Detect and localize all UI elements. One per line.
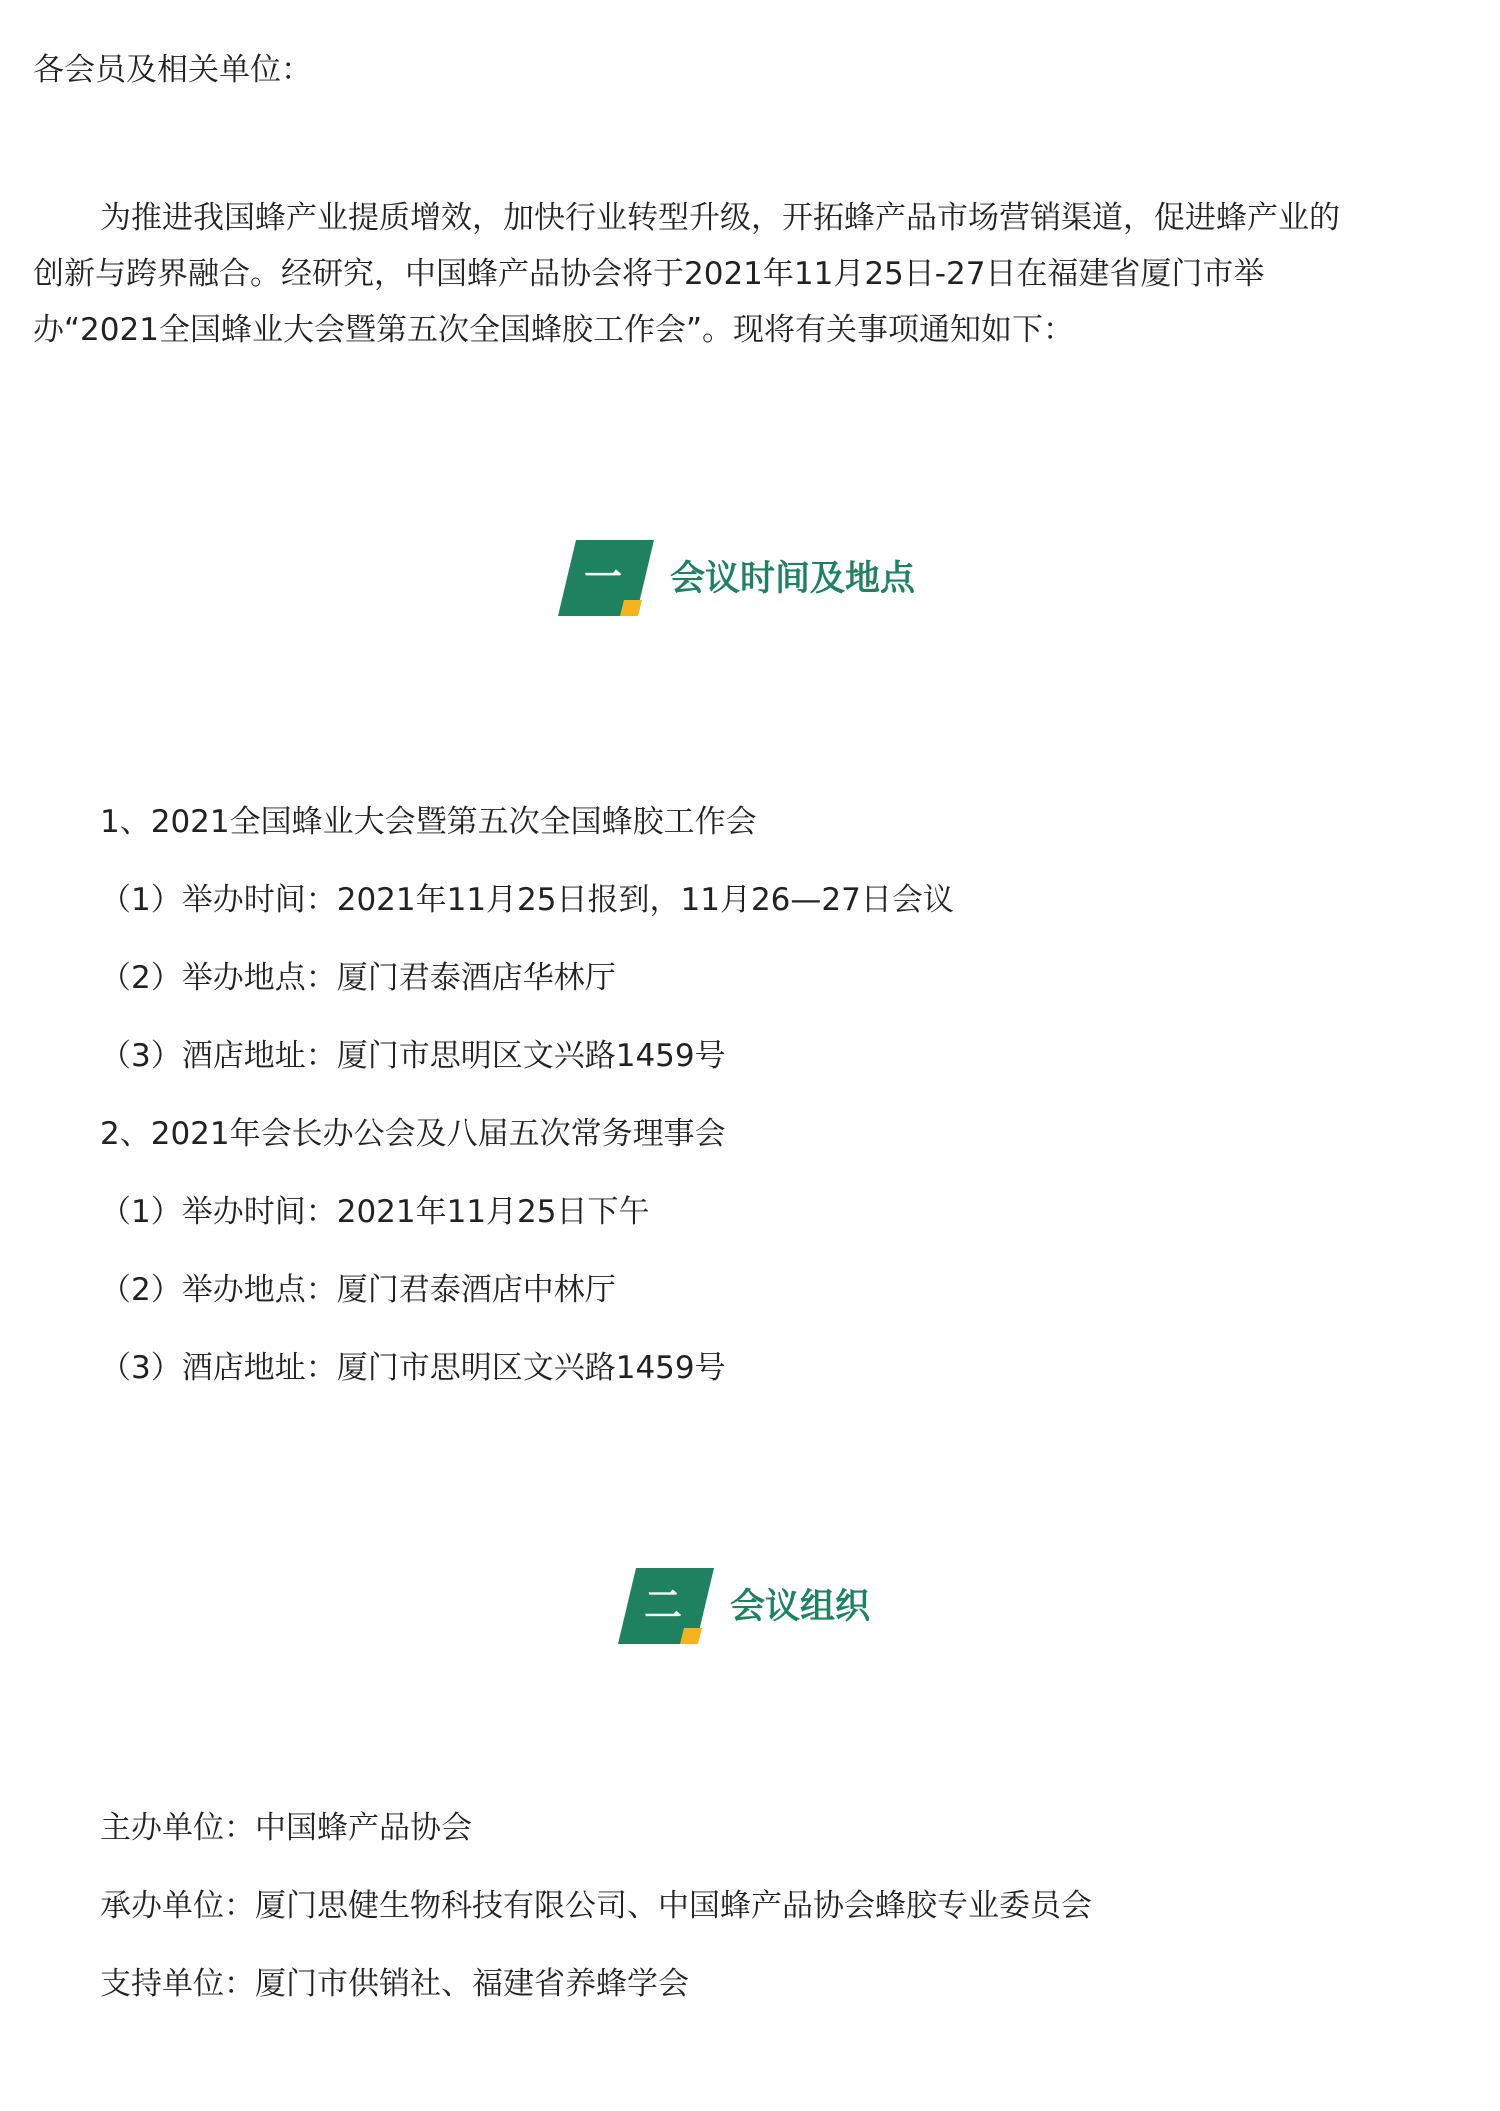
detail-line: （1）举办时间：2021年11月25日报到，11月26—27日会议 (100, 882, 954, 918)
detail-line: （3）酒店地址：厦门市思明区文兴路1459号 (100, 1038, 726, 1074)
section-badge (558, 540, 654, 616)
greeting: 各会员及相关单位： (33, 52, 312, 88)
detail-line: 2、2021年会长办公会及八届五次常务理事会 (100, 1116, 726, 1152)
section-heading-2 (618, 1568, 918, 1648)
organizer-line: 主办单位：中国蜂产品协会 (100, 1810, 472, 1846)
intro-line: 创新与跨界融合。经研究，中国蜂产品协会将于2021年11月25日-27日在福建省厦门市举 (33, 256, 1265, 292)
intro-line: 办“2021全国蜂业大会暨第五次全国蜂胶工作会”。现将有关事项通知如下： (33, 312, 1075, 348)
detail-line: （3）酒店地址：厦门市思明区文兴路1459号 (100, 1350, 726, 1386)
detail-line: （2）举办地点：厦门君泰酒店中林厅 (100, 1272, 616, 1308)
intro-line: 为推进我国蜂产业提质增效，加快行业转型升级，开拓蜂产品市场营销渠道，促进蜂产业的 (100, 200, 1340, 236)
section-title: 会议时间及地点 (670, 559, 916, 599)
detail-line: 1、2021全国蜂业大会暨第五次全国蜂胶工作会 (100, 804, 757, 840)
section-number: 一 (583, 555, 622, 599)
section-number: 二 (643, 1583, 682, 1627)
section-title: 会议组织 (730, 1587, 871, 1627)
section-badge (618, 1568, 714, 1644)
detail-line: （2）举办地点：厦门君泰酒店华林厅 (100, 960, 616, 996)
section-heading-1 (558, 540, 978, 620)
detail-line: （1）举办时间：2021年11月25日下午 (100, 1194, 650, 1230)
organizer-line: 承办单位：厦门思健生物科技有限公司、中国蜂产品协会蜂胶专业委员会 (100, 1888, 1092, 1924)
organizer-line: 支持单位：厦门市供销社、福建省养蜂学会 (100, 1966, 689, 2002)
